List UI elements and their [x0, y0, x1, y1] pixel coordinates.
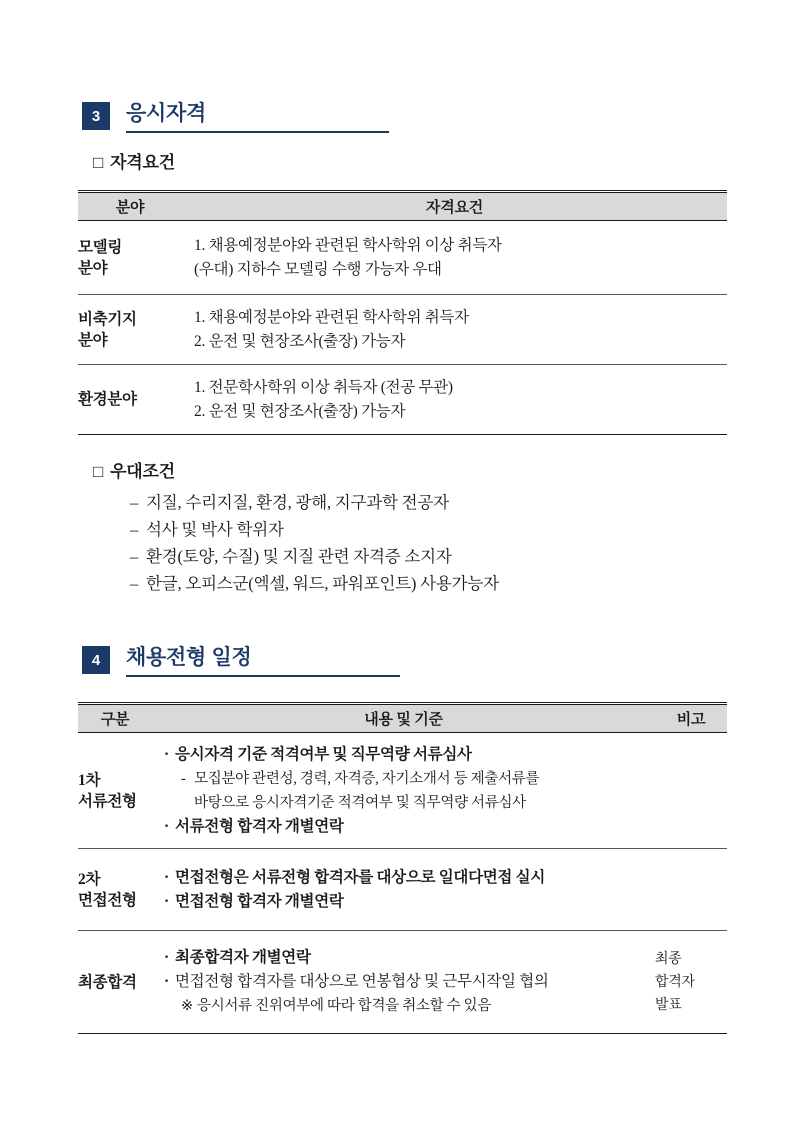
table-row	[78, 931, 727, 1034]
requirement-cell	[182, 365, 727, 435]
table-row	[78, 295, 727, 365]
dash-bullet-icon: –	[130, 547, 139, 566]
dash-bullet-icon: -	[181, 770, 186, 787]
preference-list	[130, 489, 499, 597]
requirement-line: (우대) 지하수 모델링 수행 가능자 우대	[194, 260, 442, 278]
qualification-table	[78, 190, 727, 435]
dash-bullet-icon: –	[130, 520, 139, 539]
requirement-line: 2. 운전 및 현장조사(출장) 가능자	[194, 402, 406, 420]
note-cell	[655, 931, 727, 1034]
list-item-label: 환경(토양, 수질) 및 지질 관련 자격증 소지자	[146, 547, 452, 566]
list-item	[130, 516, 499, 543]
requirement-line: 1. 채용예정분야와 관련된 학사학위 이상 취득자	[194, 236, 502, 254]
content-bullet: · 면접전형 합격자를 대상으로 연봉협상 및 근무시작일 협의	[164, 970, 655, 994]
field-line: 비축기지	[78, 310, 137, 328]
section-underline-4	[126, 675, 400, 677]
table-row	[78, 849, 727, 931]
stage-line: 면접전형	[78, 891, 137, 909]
content-bullet: · 서류전형 합격자 개별연락	[164, 815, 655, 839]
note-line: 최종	[655, 951, 682, 967]
column-header-note: 비고	[655, 704, 727, 733]
checkbox-icon: □	[93, 462, 104, 481]
list-item	[130, 570, 499, 597]
stage-cell	[78, 849, 152, 931]
column-header-stage: 구분	[78, 704, 152, 733]
field-line: 분야	[78, 331, 108, 349]
content-bullet: · 면접전형은 서류전형 합격자를 대상으로 일대다면접 실시	[164, 866, 655, 890]
field-cell	[78, 221, 182, 295]
column-header-content: 내용 및 기준	[152, 704, 655, 733]
subheading-label: 우대조건	[110, 462, 175, 481]
content-note	[164, 994, 655, 1018]
list-item-label: 석사 및 박사 학위자	[146, 520, 284, 539]
requirement-line: 2. 운전 및 현장조사(출장) 가능자	[194, 332, 406, 350]
table-row	[78, 221, 727, 295]
schedule-table	[78, 702, 727, 1034]
section-title-4: 채용전형 일정	[126, 646, 252, 669]
list-item-label: 지질, 수리지질, 환경, 광해, 지구과학 전공자	[146, 493, 449, 512]
section-title-wrap-3	[126, 101, 206, 127]
section-underline-3	[126, 131, 389, 133]
requirement-cell	[182, 221, 727, 295]
section-number-badge-4: 4	[82, 646, 110, 674]
checkbox-icon: □	[93, 153, 104, 172]
section-title-3: 응시자격	[126, 102, 206, 125]
stage-line: 1차	[78, 771, 101, 789]
content-subdash-label: 모집분야 관련성, 경력, 자격증, 자기소개서 등 제출서류를	[194, 770, 540, 787]
note-line: 합격자	[655, 974, 695, 990]
requirement-line: 1. 채용예정분야와 관련된 학사학위 취득자	[194, 308, 469, 326]
table-header-row	[78, 192, 727, 221]
stage-cell	[78, 733, 152, 849]
dash-bullet-icon: –	[130, 493, 139, 512]
note-line: 발표	[655, 997, 682, 1013]
note-cell	[655, 849, 727, 931]
table-row	[78, 733, 727, 849]
requirement-line: 1. 전문학사학위 이상 취득자 (전공 무관)	[194, 378, 453, 396]
field-cell	[78, 295, 182, 365]
reference-mark-icon: ※	[181, 998, 193, 1014]
column-header-requirement: 자격요건	[182, 192, 727, 221]
field-line: 분야	[78, 259, 108, 277]
list-item-label: 한글, 오피스군(엑셀, 워드, 파워포인트) 사용가능자	[146, 574, 499, 593]
stage-cell	[78, 931, 152, 1034]
dash-bullet-icon: –	[130, 574, 139, 593]
stage-line: 최종합격	[78, 973, 137, 991]
section-heading-4	[82, 645, 251, 674]
field-cell	[78, 365, 182, 435]
content-continuation: 바탕으로 응시자격기준 적격여부 및 직무역량 서류심사	[194, 794, 526, 811]
list-item	[130, 543, 499, 570]
subheading-qualification-requirements	[93, 152, 175, 174]
section-number-badge-3: 3	[82, 102, 110, 130]
field-line: 환경분야	[78, 391, 137, 408]
note-cell	[655, 733, 727, 849]
content-bullet: · 최종합격자 개별연락	[164, 946, 655, 970]
table-header-row	[78, 704, 727, 733]
subheading-preference-conditions	[93, 461, 175, 483]
content-cell	[152, 733, 655, 849]
stage-line: 2차	[78, 870, 101, 888]
content-subdash	[164, 767, 655, 791]
content-bullet: · 응시자격 기준 적격여부 및 직무역량 서류심사	[164, 743, 655, 767]
subheading-label: 자격요건	[110, 153, 175, 172]
section-heading-3	[82, 101, 206, 130]
table-row	[78, 365, 727, 435]
field-line: 모델링	[78, 238, 123, 256]
column-header-field: 분야	[78, 192, 182, 221]
content-note-label: 응시서류 진위여부에 따라 합격을 취소할 수 있음	[197, 998, 492, 1014]
content-cell	[152, 931, 655, 1034]
content-bullet: · 면접전형 합격자 개별연락	[164, 890, 655, 914]
stage-line: 서류전형	[78, 792, 137, 810]
requirement-cell	[182, 295, 727, 365]
section-title-wrap-4	[126, 645, 251, 671]
list-item	[130, 489, 499, 516]
content-cell	[152, 849, 655, 931]
